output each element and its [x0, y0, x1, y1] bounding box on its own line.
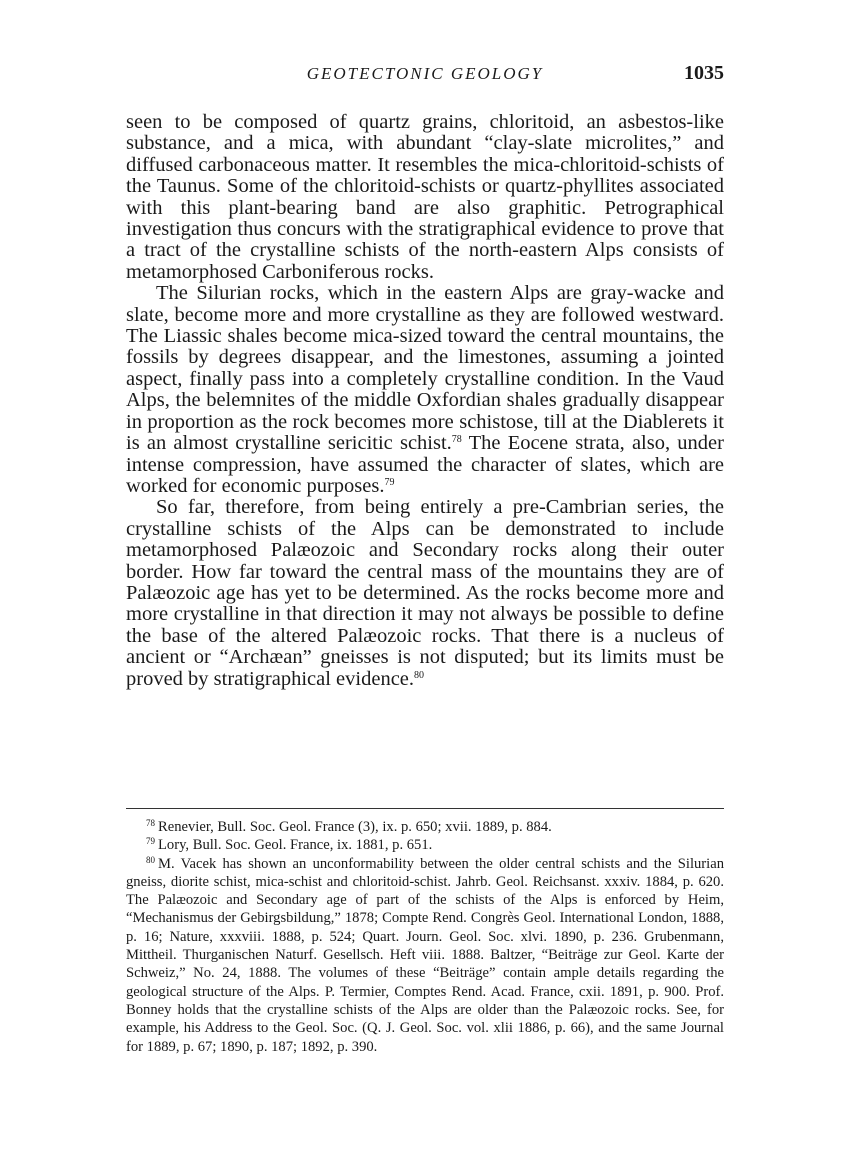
footnote-80	[126, 855, 724, 1056]
footnote-text: M. Vacek has shown an unconformability between the older central schists and the Silurian gneiss, diorite schist, mica-schist and chloritoid-schist. Jahrb. Geol. Reichsanst. xxxiv. 1884, p. 620. The Palæozoic and Secondary age of part of the schists of the Alps is enforced by Heim, “Mechanismus der Gebirgsbildung,” 1878; Compte Rend. Congrès Geol. International London, 1888, p. 16; Nature, xxxviii. 1888, p. 524; Quart. Journ. Geol. Soc. xlvi. 1890, p. 236. Grubenmann, Mittheil. Thurganischen Naturf. Gesellsch. Heft viii. 1888. Baltzer, “Beiträge zur Geol. Karte der Schweiz,” No. 24, 1888. The volumes of these “Beiträge” contain ample details regarding the geological structure of the Alps. P. Termier, Comptes Rend. Acad. France, cxii. 1891, p. 900. Prof. Bonney holds that the crystalline schists of the Alps are older than the Palæozoic rocks. See, for example, his Address to the Geol. Soc. (Q. J. Geol. Soc. vol. xlii 1886, p. 66), and the same Journal for 1889, p. 67; 1890, p. 187; 1892, p. 390.	[126, 855, 724, 1055]
footnote-mark: 79	[146, 836, 155, 847]
footnote-ref-79[interactable]: 79	[384, 476, 395, 488]
footnotes	[126, 818, 724, 1056]
paragraph-3-text: So far, therefore, from being entirely a pre-Cambrian series, the crystalline schists of the Alps can be demonstrated to include metamorphosed Palæozoic and Secondary rocks along their outer border. How far toward the central mass of the mountains they are of Palæozoic age has yet to be determined. As the rocks become more and more crystalline in that direction it may not always be possible to define the base of the altered Palæozoic rocks. That there is a nucleus of ancient or “Archæan” gneisses is not disputed; but its limits must be proved by stratigraphical evidence.	[126, 496, 724, 690]
footnote-text: Lory, Bull. Soc. Geol. France, ix. 1881, p. 651.	[158, 837, 433, 854]
footnote-mark: 80	[146, 854, 155, 865]
footnote-ref-80[interactable]: 80	[414, 669, 425, 681]
paragraph-1-text: seen to be composed of quartz grains, chloritoid, an asbestos-like substance, and a mica, with abundant “clay-slate microlites,” and diffused carbonaceous matter. It resembles the mica-chloritoid-schists of the Taunus. Some of the chloritoid-schists or quartz-phyllites associated with this plant-bearing band are also graphitic. Petrographical investigation thus concurs with the stratigraphical evidence to prove that a tract of the crystalline schists of the north-eastern Alps consists of metamorphosed Carboniferous rocks.	[126, 111, 724, 283]
footnote-78	[126, 818, 724, 836]
page-number: 1035	[684, 62, 724, 84]
paragraph-2-text-a: The Silurian rocks, which in the eastern Alps are gray-wacke and slate, become more and more crystalline as they are followed westward. The Liassic shales become mica-sized toward the central mountains, the fossils by degrees disappear, and the limestones, assuming a jointed aspect, finally pass into a completely crystalline condition. In the Vaud Alps, the belemnites of the middle Oxfordian shales gradually disappear in proportion as the rock becomes more schistose, till at the Diablerets it is an almost crystalline sericitic schist.	[126, 282, 724, 455]
footnote-text: Renevier, Bull. Soc. Geol. France (3), ix. p. 650; xvii. 1889, p. 884.	[158, 819, 552, 835]
paragraph-2	[126, 283, 724, 497]
footnote-mark: 78	[146, 818, 155, 828]
paragraph-1	[126, 112, 724, 283]
body-text	[126, 112, 724, 690]
footnote-divider	[126, 808, 724, 809]
paragraph-3	[126, 497, 724, 690]
footnote-ref-78[interactable]: 78	[451, 434, 462, 446]
footnote-79	[126, 836, 724, 854]
running-title: GEOTECTONIC GEOLOGY	[306, 64, 544, 83]
running-head	[126, 64, 724, 88]
paragraph-2-text-b: The Eocene strata, also, under intense compression, have assumed the character of slates, which are worked for economic purposes.	[126, 432, 724, 497]
